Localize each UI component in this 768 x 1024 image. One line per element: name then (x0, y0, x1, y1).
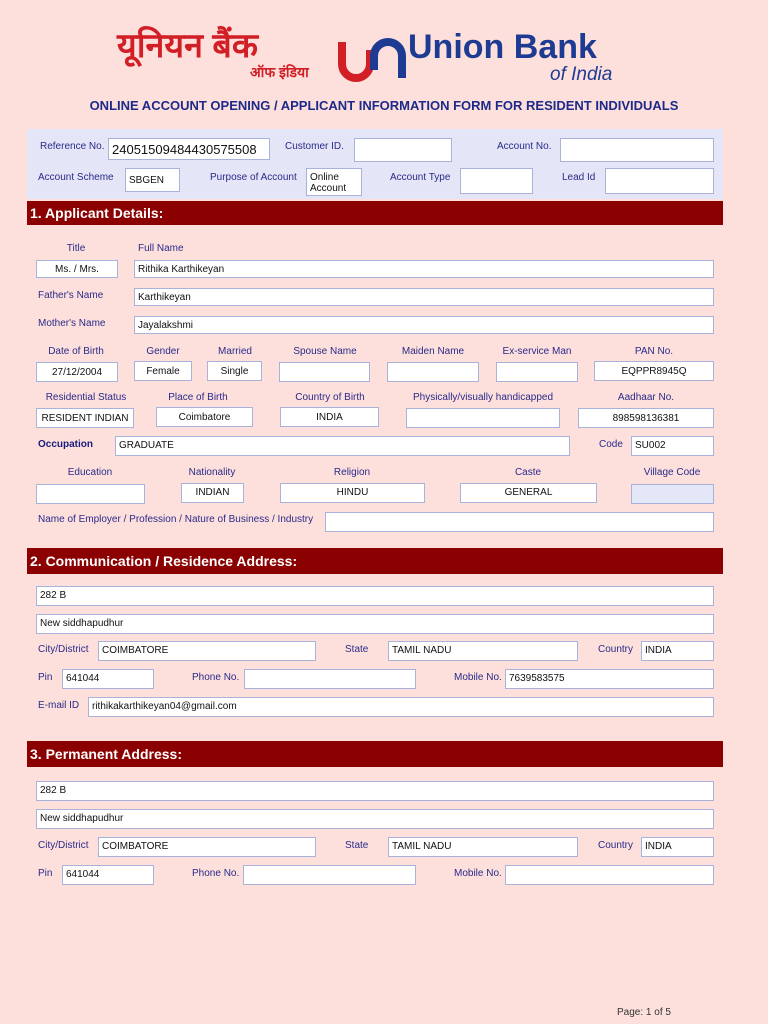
perm-phone-label: Phone No. (192, 868, 240, 879)
caste-field[interactable]: GENERAL (460, 483, 597, 503)
caste-label: Caste (514, 467, 542, 478)
ex-service-label: Ex-service Man (502, 346, 572, 357)
dob-label: Date of Birth (48, 346, 104, 357)
comm-mobile-label: Mobile No. (454, 672, 502, 683)
title-label: Title (66, 243, 86, 254)
perm-state-field[interactable]: TAMIL NADU (388, 837, 578, 857)
account-scheme-label: Account Scheme (38, 172, 114, 183)
logo-hindi-sub: ऑफ इंडिया (250, 64, 309, 80)
nationality-field[interactable]: INDIAN (181, 483, 244, 503)
gender-label: Gender (146, 346, 180, 357)
maiden-name-field[interactable] (387, 362, 479, 382)
perm-city-label: City/District (38, 840, 89, 851)
religion-label: Religion (333, 467, 371, 478)
comm-country-label: Country (598, 644, 634, 655)
communication-section-header: 2. Communication / Residence Address: (27, 548, 723, 574)
logo-english-sub: of India (550, 64, 613, 85)
religion-field[interactable]: HINDU (280, 483, 425, 503)
perm-country-label: Country (598, 840, 634, 851)
residential-status-field[interactable]: RESIDENT INDIAN (36, 408, 134, 428)
spouse-name-label: Spouse Name (293, 346, 357, 357)
education-label: Education (67, 467, 113, 478)
occupation-field[interactable]: GRADUATE (115, 436, 570, 456)
perm-state-label: State (345, 840, 369, 851)
full-name-label: Full Name (138, 243, 184, 254)
purpose-field[interactable] (306, 168, 362, 196)
gender-field[interactable]: Female (134, 361, 192, 381)
employer-field[interactable] (325, 512, 714, 532)
comm-country-field[interactable]: INDIA (641, 641, 714, 661)
lead-id-label: Lead Id (562, 172, 596, 183)
code-label: Code (599, 439, 623, 450)
purpose-label: Purpose of Account (210, 172, 297, 183)
comm-email-label: E-mail ID (38, 700, 80, 711)
account-scheme-field[interactable]: SBGEN (125, 168, 180, 192)
purpose-line-2: Account (310, 183, 347, 194)
handicapped-label: Physically/visually handicapped (412, 392, 554, 403)
comm-phone-field[interactable] (244, 669, 416, 689)
comm-city-field[interactable]: COIMBATORE (98, 641, 316, 661)
applicant-section-header: 1. Applicant Details: (27, 201, 723, 225)
aadhaar-field[interactable]: 898598136381 (578, 408, 714, 428)
mother-name-label: Mother's Name (38, 318, 106, 329)
perm-address-line-1[interactable]: 282 B (36, 781, 714, 801)
reference-no-field[interactable]: 24051509484430575508 (108, 138, 270, 160)
reference-no-label: Reference No. (40, 141, 105, 152)
comm-address-line-1[interactable]: 282 B (36, 586, 714, 606)
union-bank-emblem-icon (336, 36, 408, 84)
title-field[interactable]: Ms. / Mrs. (36, 260, 118, 278)
lead-id-field[interactable] (605, 168, 714, 194)
comm-state-label: State (345, 644, 369, 655)
comm-state-field[interactable]: TAMIL NADU (388, 641, 578, 661)
perm-city-field[interactable]: COIMBATORE (98, 837, 316, 857)
permanent-section-header: 3. Permanent Address: (27, 741, 723, 767)
perm-pin-label: Pin (38, 868, 53, 879)
pan-field[interactable]: EQPPR8945Q (594, 361, 714, 381)
maiden-name-label: Maiden Name (401, 346, 465, 357)
account-no-label: Account No. (497, 141, 552, 152)
comm-phone-label: Phone No. (192, 672, 240, 683)
ex-service-field[interactable] (496, 362, 578, 382)
page-number: Page: 1 of 5 (617, 1007, 671, 1018)
customer-id-label: Customer ID. (285, 141, 344, 152)
logo-hindi-main: यूनियन बैंक (117, 27, 258, 65)
handicapped-field[interactable] (406, 408, 560, 428)
comm-email-field[interactable]: rithikakarthikeyan04@gmail.com (88, 697, 714, 717)
education-field[interactable] (36, 484, 145, 504)
residential-status-label: Residential Status (45, 392, 127, 403)
full-name-field[interactable]: Rithika Karthikeyan (134, 260, 714, 278)
country-of-birth-label: Country of Birth (295, 392, 365, 403)
purpose-line-1: Online (310, 172, 339, 183)
place-of-birth-field[interactable]: Coimbatore (156, 407, 253, 427)
pan-label: PAN No. (634, 346, 674, 357)
place-of-birth-label: Place of Birth (168, 392, 228, 403)
dob-field[interactable]: 27/12/2004 (36, 362, 118, 382)
occupation-label: Occupation (38, 439, 94, 450)
account-type-field[interactable] (460, 168, 533, 194)
form-title: ONLINE ACCOUNT OPENING / APPLICANT INFORMATION FORM FOR RESIDENT INDIVIDUALS (89, 98, 679, 113)
father-name-field[interactable]: Karthikeyan (134, 288, 714, 306)
village-code-label: Village Code (643, 467, 701, 478)
comm-address-line-2[interactable]: New siddhapudhur (36, 614, 714, 634)
perm-country-field[interactable]: INDIA (641, 837, 714, 857)
employer-label: Name of Employer / Profession / Nature of Business / Industry (38, 514, 314, 525)
comm-pin-label: Pin (38, 672, 53, 683)
country-of-birth-field[interactable]: INDIA (280, 407, 379, 427)
customer-id-field[interactable] (354, 138, 452, 162)
married-field[interactable]: Single (207, 361, 262, 381)
comm-mobile-field[interactable]: 7639583575 (505, 669, 714, 689)
aadhaar-label: Aadhaar No. (617, 392, 675, 403)
account-type-label: Account Type (390, 172, 451, 183)
mother-name-field[interactable]: Jayalakshmi (134, 316, 714, 334)
father-name-label: Father's Name (38, 290, 104, 301)
comm-city-label: City/District (38, 644, 89, 655)
perm-pin-field[interactable]: 641044 (62, 865, 154, 885)
logo-english-main: Union Bank (408, 28, 597, 66)
married-label: Married (218, 346, 252, 357)
nationality-label: Nationality (188, 467, 236, 478)
account-no-field[interactable] (560, 138, 714, 162)
code-field[interactable]: SU002 (631, 436, 714, 456)
comm-pin-field[interactable]: 641044 (62, 669, 154, 689)
spouse-name-field[interactable] (279, 362, 370, 382)
perm-phone-field[interactable] (243, 865, 416, 885)
perm-mobile-label: Mobile No. (454, 868, 502, 879)
perm-address-line-2[interactable]: New siddhapudhur (36, 809, 714, 829)
perm-mobile-field[interactable] (505, 865, 714, 885)
village-code-field[interactable] (631, 484, 714, 504)
